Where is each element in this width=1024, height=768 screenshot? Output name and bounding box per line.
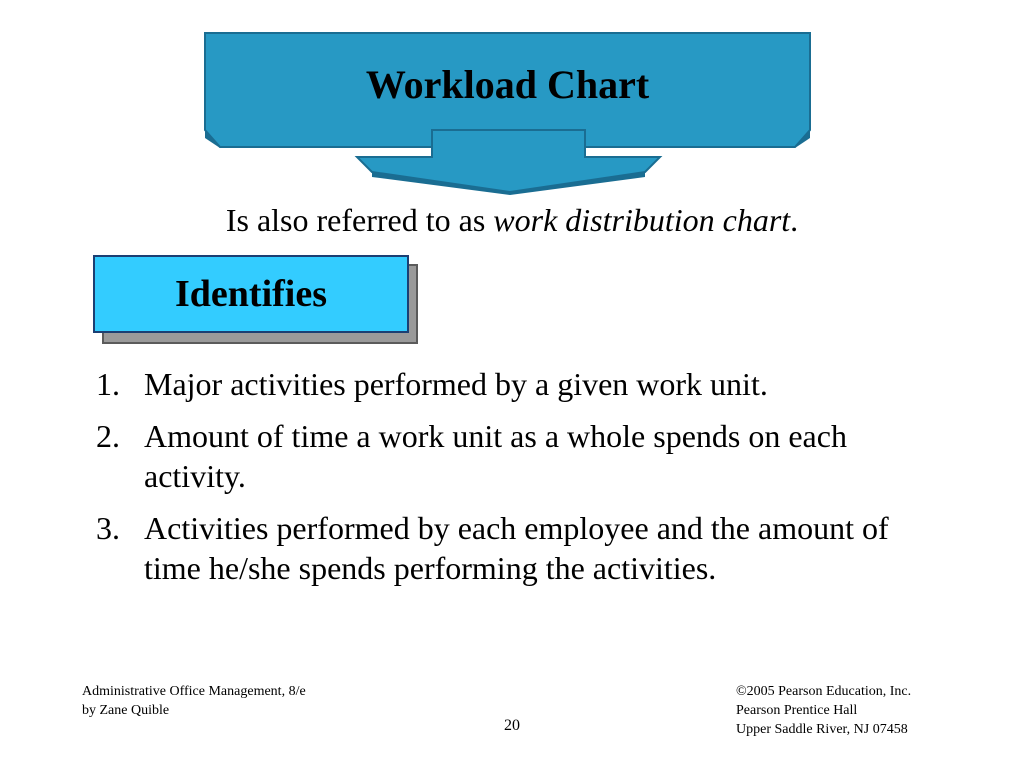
identifies-box: Identifies [93,255,409,333]
subtitle-italic-term: work distribution chart [493,202,791,238]
list-item-number: 3. [96,510,120,546]
page-number: 20 [504,717,520,734]
footer-author: by Zane Quible [82,703,170,718]
subtitle-text: Is also referred to as [225,202,494,238]
identifies-list [96,364,956,600]
list-item-text: Activities performed by each employee and the amount of time he/she spends performing the activities. [144,510,889,586]
footer-copyright: ©2005 Pearson Education, Inc. [736,684,912,699]
list-item-number: 2. [96,418,120,454]
footer-book-title: Administrative Office Management, 8/e [82,684,306,699]
list-item [96,364,956,404]
footer-publisher-info [736,682,911,739]
slide-title: Workload Chart [365,62,650,107]
list-item-text: Amount of time a work unit as a whole spends on each activity. [144,418,847,494]
subtitle [0,200,1024,240]
list-item-text: Major activities performed by a given work unit. [144,366,768,402]
footer-address: Upper Saddle River, NJ 07458 [736,722,908,737]
title-banner [200,30,815,195]
list-item [96,416,956,496]
footer-publisher: Pearson Prentice Hall [736,703,858,718]
list-item-number: 1. [96,366,120,402]
list-item [96,508,956,588]
banner-arrow-shape [200,30,815,195]
footer-book-info [82,682,306,720]
subtitle-end: . [790,202,799,238]
